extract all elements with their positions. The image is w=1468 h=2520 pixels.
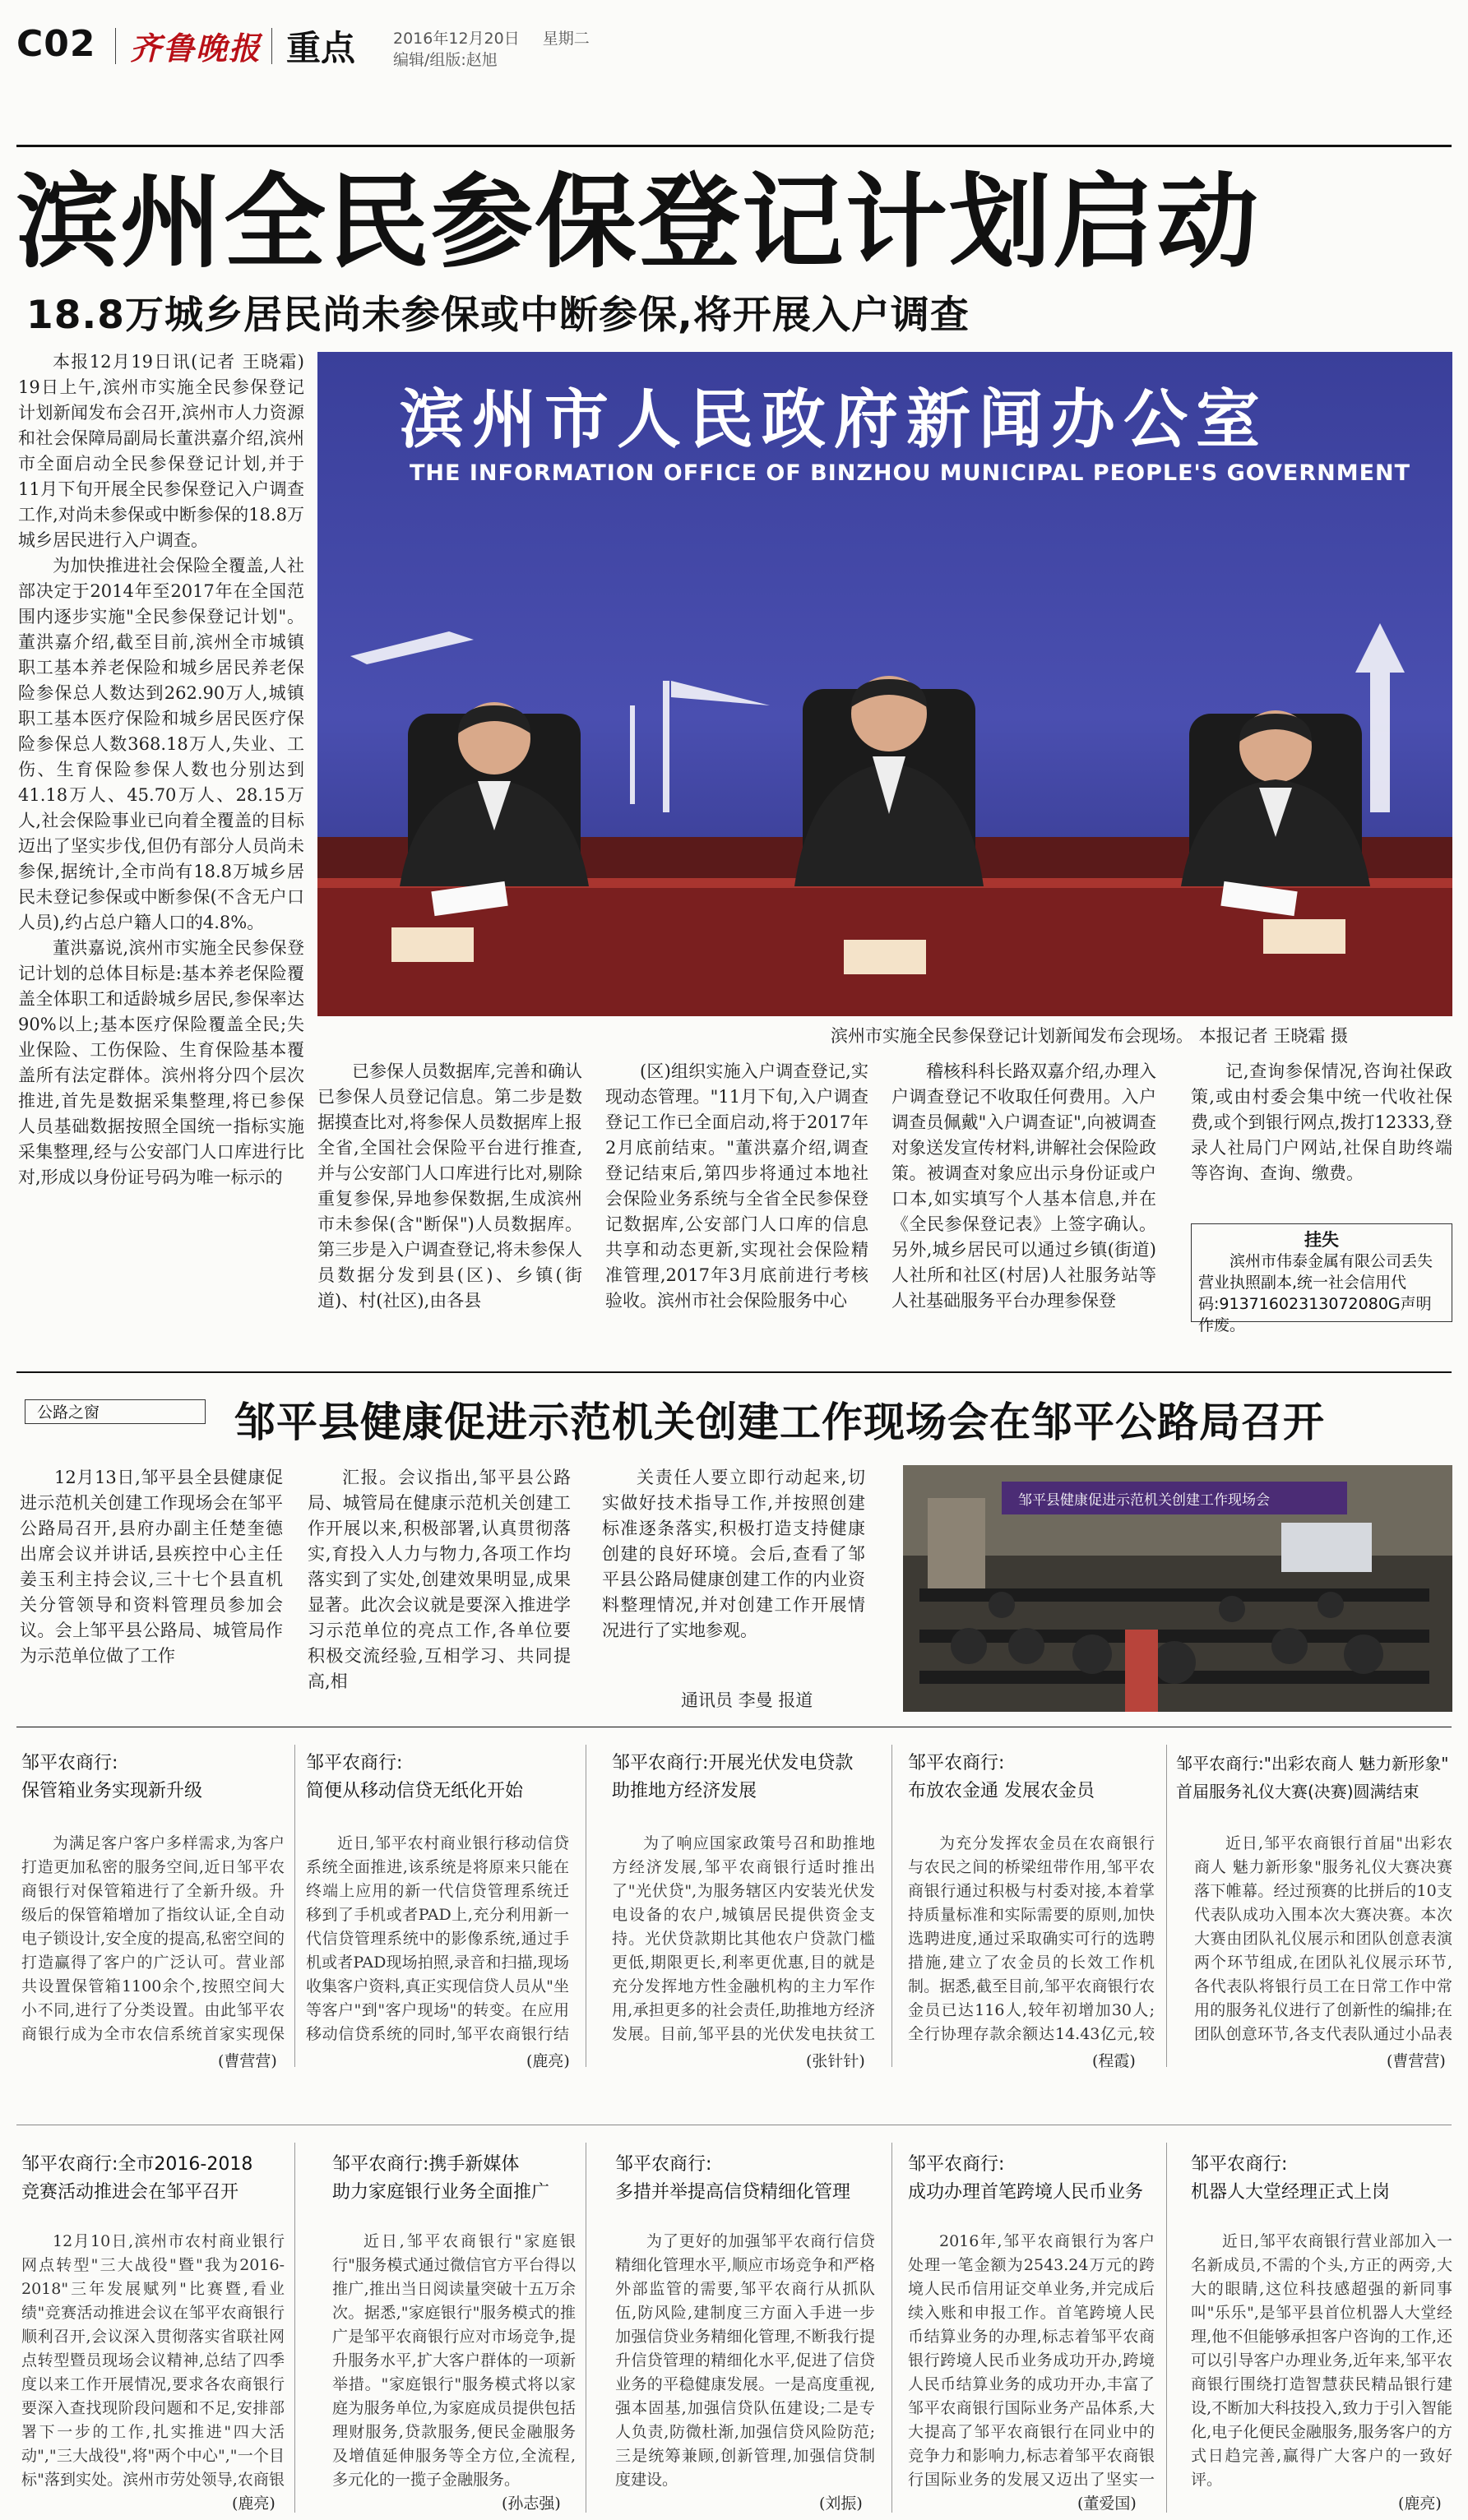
main-body-column-2 bbox=[317, 1059, 582, 1355]
date-text: 2016年12月20日 bbox=[393, 30, 520, 48]
second-body-column-2 bbox=[308, 1465, 571, 1710]
brief-signature: (程霞) bbox=[1092, 2052, 1136, 2070]
brief-title-line: 邹平农商行: bbox=[908, 2154, 1005, 2175]
brief-title-line: 首届服务礼仪大赛(决赛)圆满结束 bbox=[1176, 1782, 1419, 1801]
lead-paragraph: 为加快推进社会保险全覆盖,人社部决定于2014年至2017年在全国范围内逐步实施"全民参保登记计划"。董洪嘉介绍,截至目前,滨州全市城镇职工基本养老保险和城乡居民养老保险参保总人数达到262.90万人,城镇职工基本医疗保险和城乡居民医疗保险参保总人数368.18万人,失业、工伤、生育保险参保人数也分别达到41.18万人、45.70万人、28.15万人,社会保险事业已向着全覆盖的目标迈出了坚实步伐,但仍有部分人员尚未参保,据统计,全市尚有18.8万城乡居民未登记参保或中断参保(不含无户口人员),约占总户籍人口的4.8%。 bbox=[18, 556, 304, 932]
meeting-photo bbox=[903, 1465, 1452, 1712]
lead-paragraph: 本报12月19日讯(记者 王晓霜) 19日上午,滨州市实施全民参保登记计划新闻发布会召开,滨州市人力资源和社会保障局副局长董洪嘉介绍,滨州市全面启动全民参保登记计划,并于11月下旬开展全民参保登记入户调查工作,对尚未参保或中断参保的18.8万城乡居民进行入户调查。 bbox=[18, 352, 304, 550]
section-name: 重点 bbox=[286, 28, 356, 68]
brief-body bbox=[612, 1832, 875, 2046]
photo-banner-english: THE INFORMATION OFFICE OF BINZHOU MUNICIPAL PEOPLE'S GOVERNMENT bbox=[410, 460, 1411, 486]
body-paragraph: 12月13日,邹平县全县健康促进示范机关创建工作现场会在邹平公路局召开,县府办副主任楚奎德出席会议并讲话,县疾控中心主任姜玉利主持会议,三十七个县直机关分管领导和资料管理员参加会议。会上邹平县公路局、城管局作为示范单位做了工作 bbox=[20, 1468, 283, 1666]
brief-text: 为了响应国家政策号召和助推地方经济发展,邹平农商银行适时推出了"光伏贷",为服务辖区内安装光伏发电设备的农户,城镇居民提供资金支持。光伏贷款期比其他农户贷款门槛更低,期限更长,利率更优惠,目的就是充分发挥地方性金融机构的主力军作用,承担更多的社会责任,助推地方经济发展。目前,邹平县的光伏发电扶贫工 bbox=[612, 1834, 875, 2043]
brief-title bbox=[908, 1750, 1171, 1806]
brief-divider bbox=[891, 1745, 892, 2067]
brief-signature: (刘振) bbox=[819, 2495, 863, 2513]
brief-title-line: 成功办理首笔跨境人民币业务 bbox=[908, 2182, 1144, 2203]
photo-banner-chinese: 滨州市人民政府新闻办公室 bbox=[400, 383, 1269, 457]
brief-body bbox=[21, 2230, 285, 2491]
brief-body bbox=[615, 2230, 875, 2491]
brief-text: 12月10日,滨州市农村商业银行网点转型"三大战役"暨"我为2016-2018"三年发展赋列"比赛暨,看业绩"竞赛活动推进会议在邹平农商银行顺利召开,会议深入贯彻落实省联社网点转型暨员现场会议精神,总结了四季度以来工作开展情况,要求各农商银行要深入查找现阶段问题和不足,安排部署下一步的工作,扎实推进"四大活动","三大战役",将"两个中心","一个目标"落到实处。滨州市劳处领导,农商银 bbox=[21, 2232, 285, 2489]
brief-title bbox=[908, 2151, 1171, 2207]
brief-title-line: 布放农金通 发展农金员 bbox=[908, 1781, 1095, 1801]
issue-date bbox=[393, 26, 590, 49]
brief-signature: (张针针) bbox=[806, 2052, 865, 2070]
editor-line: 编辑/组版:赵旭 bbox=[393, 51, 498, 69]
brief-title bbox=[21, 1750, 285, 1806]
main-body-column-3 bbox=[605, 1059, 868, 1355]
brief-title-line: 邹平农商行:"出彩农商人 魅力新形象" bbox=[1176, 1754, 1449, 1773]
photo-caption: 滨州市实施全民参保登记计划新闻发布会现场。 本报记者 王晓霜 摄 bbox=[831, 1026, 1349, 1046]
brief-title-line: 竞赛活动推进会在邹平召开 bbox=[21, 2182, 239, 2203]
brief-title bbox=[1191, 2151, 1454, 2207]
brief-signature: (孙志强) bbox=[502, 2495, 561, 2513]
brief-text: 近日,邹平农村商业银行移动信贷系统全面推进,该系统是将原来只能在终端上应用的新一代信贷管理系统迁移到了手机或者PAD上,充分利用新一代信贷管理系统中的影像系统,通过手机或者PAD现场拍照,录音和扫描,现场收集客户资料,真正实现信贷人员从"坐等客户"到"客户现场"的转变。在应用移动信贷系统的同时,邹平农商银行结 bbox=[306, 1834, 569, 2043]
lead-paragraph: 董洪嘉说,滨州市实施全民参保登记计划的总体目标是:基本养老保险覆盖全体职工和适龄城乡居民,参保率达90%以上;基本医疗保险覆盖全民;失业保险、工伤保险、生育保险基本覆盖所有法定群体。滨州将分四个层次推进,首先是数据采集整理,将已参保人员基础数据按照全国统一指标实施采集整理,经与公安部门人口库进行比对,形成以身份证号码为唯一标示的 bbox=[18, 938, 304, 1187]
main-body-column-5 bbox=[1191, 1059, 1452, 1199]
brief-title-line: 邹平农商行: bbox=[21, 1753, 118, 1773]
brief-title-line: 助力家庭银行业务全面推广 bbox=[332, 2182, 550, 2203]
column-tag-label: 公路之窗 bbox=[37, 1403, 100, 1422]
main-body-column-4 bbox=[891, 1059, 1156, 1355]
brief-text: 为充分发挥农金员在农商银行与农民之间的桥梁纽带作用,邹平农商银行通过积极与村委对接,本着掌持质量标准和实际需要的原则,加快选聘进度,通过采取确实可行的选聘措施,建立了农金员的长效工作机制。据悉,截至目前,邹平农商银行农金员已达116人,较年初增加30人;全行协理存款余额达14.43亿元,较 bbox=[908, 1834, 1155, 2043]
brief-title-line: 邹平农商行:开展光伏发电贷款 bbox=[612, 1753, 854, 1773]
brief-body bbox=[306, 1832, 569, 2046]
brief-divider bbox=[1166, 2143, 1167, 2513]
brief-title-line: 邹平农商行: bbox=[306, 1753, 403, 1773]
brief-body bbox=[21, 1832, 285, 2046]
section-rule bbox=[16, 1371, 1452, 1373]
body-paragraph: 记,查询参保情况,咨询社保政策,或由村委会集中统一代收社保费,或个到银行网点,拨打12333,登录人社局门户网站,社保自助终端等咨询、查询、缴费。 bbox=[1191, 1061, 1452, 1183]
brief-title bbox=[612, 1750, 891, 1806]
brief-signature: (董爱国) bbox=[1077, 2495, 1137, 2513]
brief-signature: (鹿亮) bbox=[232, 2495, 276, 2513]
brief-body bbox=[908, 2230, 1155, 2491]
brief-text: 近日,邹平农商银行"家庭银行"服务模式通过微信官方平台得以推广,推出当日阅读量突破十五万余次。据悉,"家庭银行"服务模式的推广是邹平农商银行应对市场竞争,提升服务水平,扩大客户群体的一项新举措。"家庭银行"服务模式将以家庭为服务单位,为家庭成员提供包括理财服务,贷款服务,便民金融服务及增值延伸服务等全方位,全流程,多元化的一揽子金融服务。 bbox=[332, 2232, 576, 2489]
second-byline: 通讯员 李曼 报道 bbox=[681, 1690, 813, 1710]
brief-signature: (鹿亮) bbox=[1398, 2495, 1442, 2513]
brief-title-line: 保管箱业务实现新升级 bbox=[21, 1781, 203, 1801]
brief-signature: (曹营营) bbox=[218, 2052, 277, 2070]
header-divider bbox=[115, 28, 116, 64]
brief-body bbox=[1194, 1832, 1452, 2046]
newspaper-logo: 齐鲁晚报 bbox=[130, 30, 262, 67]
press-conference-photo bbox=[317, 352, 1452, 1016]
brief-divider bbox=[891, 2143, 892, 2513]
brief-title bbox=[306, 1750, 569, 1806]
header-divider bbox=[271, 28, 272, 64]
second-headline: 邹平县健康促进示范机关创建工作现场会在邹平公路局召开 bbox=[234, 1399, 1325, 1446]
brief-title bbox=[615, 2151, 878, 2207]
brief-title-line: 邹平农商行: bbox=[615, 2154, 712, 2175]
body-paragraph: 已参保人员数据库,完善和确认已参保人员登记信息。第二步是数据摸查比对,将参保人员数据库上报全省,全国社会保险平台进行推查,并与公安部门人口库进行比对,剔除重复参保,异地参保数据,生成滨州市未参保(含"断保")人员数据库。第三步是入户调查登记,将未参保人员数据分发到县(区)、乡镇(街道)、村(社区),由各县 bbox=[317, 1061, 582, 1311]
meeting-banner: 邹平县健康促进示范机关创建工作现场会 bbox=[1018, 1492, 1270, 1509]
weekday-text: 星期二 bbox=[542, 30, 590, 48]
brief-text: 为了更好的加强邹平农商行信贷精细化管理水平,顺应市场竞争和严格外部监管的需要,邹平农商行从抓队伍,防风险,建制度三方面入手进一步加强信贷业务精细化管理,不断我行提升信贷管理的精细化水平,促进了信贷业务的平稳健康发展。一是高度重视,强本固基,加强信贷队伍建设;二是专人负责,防微杜渐,加强信贷风险防范;三是统筹兼顾,创新管理,加强信贷制度建设。 bbox=[615, 2232, 875, 2489]
brief-title-line: 邹平农商行: bbox=[1191, 2154, 1288, 2175]
lost-notice-title: 挂失 bbox=[1304, 1230, 1339, 1250]
brief-text: 近日,邹平农商银行首届"出彩农商人 魅力新形象"服务礼仪大赛决赛落下帷幕。经过预赛的比拼后的10支代表队成功入围本次大赛决赛。本次大赛由团队礼仪展示和团队创意表演两个环节组成,在团队礼仪展示环节,各代表队将银行员工在日常工作中常用的服务礼仪进行了创新性的编排;在团队创意环节,各支代表队通过小品表 bbox=[1194, 1834, 1452, 2043]
brief-signature: (曹营营) bbox=[1387, 2052, 1446, 2070]
brief-title-line: 邹平农商行:全市2016-2018 bbox=[21, 2154, 253, 2175]
brief-body bbox=[332, 2230, 576, 2491]
column-tag bbox=[25, 1399, 206, 1424]
second-body-column-1 bbox=[20, 1465, 283, 1710]
brief-text: 2016年,邹平农商银行为客户处理一笔金额为2543.24万元的跨境人民币信用证交单业务,并完成后续入账和申报工作。首笔跨境人民币结算业务的办理,标志着邹平农商银行跨境人民币业务成功开办,跨境人民币结算业务的成功开办,丰富了邹平农商银行国际业务产品体系,大大提高了邹平农商银行在同业中的竞争力和影响力,标志着邹平农商银行国际业务的发展又迈出了坚实一 bbox=[908, 2232, 1155, 2489]
brief-title bbox=[21, 2151, 301, 2207]
lost-notice-box bbox=[1191, 1223, 1452, 1334]
brief-divider bbox=[294, 1745, 295, 2067]
brief-text: 近日,邹平农商银行营业部加入一名新成员,不需的个头,方正的两旁,大大的眼睛,这位科技感超强的新同事叫"乐乐",是邹平县首位机器人大堂经理,他不但能够承担客户咨询的工作,还可以引导客户办理业务,近年来,邹平农商银行围绕打造智慧获民精品银行建设,不断加大科技投入,致力于引入智能化,电子化便民金融服务,服务客户的方式日趋完善,赢得广大客户的一致好评。 bbox=[1191, 2232, 1452, 2489]
body-paragraph: 关责任人要立即行动起来,切实做好技术指导工作,并按照创建标准逐条落实,积极打造支持健康创建的良好环境。会后,查看了邹平县公路局健康创建工作的内业资料整理情况,并对创建工作开展情况进行了实地参观。 bbox=[602, 1468, 865, 1640]
brief-body bbox=[1191, 2230, 1452, 2491]
brief-text: 为满足客户客户多样需求,为客户打造更加私密的服务空间,近日邹平农商银行对保管箱进行了全新升级。升级后的保管箱增加了指纹认证,全自动电子锁设计,安全度的提高,私密空间的打造赢得了客户的广泛认可。营业部共设置保管箱1100余个,按照空间大小不同,进行了分类设置。由此邹平农商银行成为全市农信系统首家实现保 bbox=[21, 1834, 285, 2043]
brief-title-line: 机器人大堂经理正式上岗 bbox=[1191, 2182, 1391, 2203]
brief-title-line: 邹平农商行: bbox=[908, 1753, 1005, 1773]
brief-title-line: 多措并举提高信贷精细化管理 bbox=[615, 2182, 851, 2203]
body-paragraph: 汇报。会议指出,邹平县公路局、城管局在健康示范机关创建工作开展以来,积极部署,认真贯彻落实,育投入人力与物力,各项工作均落实到了实处,创建效果明显,成果显著。此次会议就是要深入推进学习示范单位的亮点工作,各单位要积极交流经验,互相学习、共同提高,相 bbox=[308, 1468, 571, 1691]
brief-title-line: 助推地方经济发展 bbox=[612, 1781, 757, 1801]
brief-signature: (鹿亮) bbox=[526, 2052, 570, 2070]
lost-notice-body: 滨州市伟泰金属有限公司丢失营业执照副本,统一社会信用代码:91371602313072080G声明作废。 bbox=[1198, 1252, 1433, 1334]
brief-title bbox=[332, 2151, 595, 2207]
brief-title bbox=[1176, 1750, 1456, 1806]
brief-body bbox=[908, 1832, 1155, 2046]
header-rule bbox=[16, 145, 1452, 147]
main-headline: 滨州全民参保登记计划启动 bbox=[16, 164, 1261, 282]
brief-title-line: 邹平农商行:携手新媒体 bbox=[332, 2154, 520, 2175]
page-number: C02 bbox=[16, 23, 96, 65]
brief-title-line: 简便从移动信贷无纸化开始 bbox=[306, 1781, 524, 1801]
body-paragraph: (区)组织实施入户调查登记,实现动态管理。"11月下旬,入户调查登记工作已全面启动,将于2017年2月底前结束。"董洪嘉介绍,调查登记结束后,第四步将通过本地社会保险业务系统与全省全民参保登记数据库,公安部门人口库的信息共享和动态更新,实现社会保险精准管理,2017年3月底前进行考核验收。滨州市社会保险服务中心 bbox=[605, 1061, 868, 1311]
lead-column bbox=[18, 349, 304, 1311]
main-subheadline: 18.8万城乡居民尚未参保或中断参保,将开展入户调查 bbox=[26, 293, 970, 338]
brief-divider bbox=[1166, 1745, 1167, 2067]
body-paragraph: 稽核科科长路双嘉介绍,办理入户调查登记不收取任何费用。入户调查员佩戴"入户调查证",向被调查对象送发宣传材料,讲解社会保险政策。被调查对象应出示身份证或户口本,如实填写个人基本信息,并在《全民参保登记表》上签字确认。另外,城乡居民可以通过乡镇(街道)人社所和社区(村居)人社服务站等人社基础服务平台办理参保登 bbox=[891, 1061, 1156, 1311]
brief-divider bbox=[294, 2143, 295, 2513]
second-body-column-3 bbox=[602, 1465, 865, 1687]
